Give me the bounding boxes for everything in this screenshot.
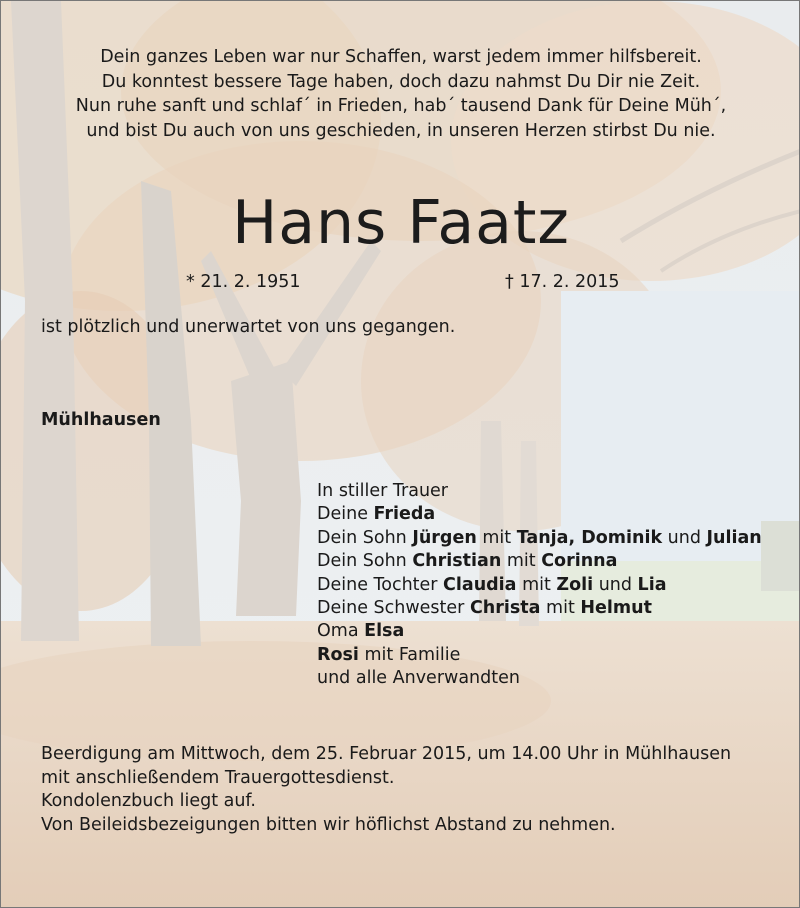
- condolence-request-note: Von Beileidsbezeigungen bitten wir höflichst Abstand zu nehmen.: [41, 814, 616, 835]
- mourner-name: Corinna: [541, 551, 618, 572]
- mourner-line: und alle Anverwandten: [317, 668, 520, 689]
- mourners-list: [317, 480, 762, 691]
- connector-text: mit: [476, 527, 517, 548]
- mourner-name: Claudia: [443, 574, 517, 595]
- relation-text: Dein Sohn: [317, 527, 413, 548]
- funeral-info-line: mit anschließendem Trauergottesdienst.: [41, 767, 395, 788]
- mourner-name: Lia: [637, 574, 667, 595]
- poem-line: Dein ganzes Leben war nur Schaffen, warst jedem immer hilfsbereit.: [100, 47, 702, 67]
- relation-text: Deine: [317, 504, 374, 525]
- birth-date: * 21. 2. 1951: [186, 272, 301, 292]
- mourner-name: Christian: [412, 551, 502, 572]
- relation-text: Deine Tochter: [317, 574, 444, 595]
- relation-text: Dein Sohn: [317, 551, 413, 572]
- mourner-line: [317, 574, 762, 597]
- poem-line: und bist Du auch von uns geschieden, in unseren Herzen stirbst Du nie.: [86, 120, 716, 141]
- relation-text: Oma: [317, 621, 365, 642]
- relation-text: mit Familie: [358, 644, 461, 665]
- condolence-book-note: Kondolenzbuch liegt auf.: [41, 791, 256, 811]
- mourner-name: Rosi: [317, 644, 359, 665]
- funeral-info-line: Beerdigung am Mittwoch, dem 25. Februar 2015, um 14.00 Uhr in Mühlhausen: [41, 744, 732, 764]
- death-date: † 17. 2. 2015: [505, 272, 620, 292]
- relation-text: Deine Schwester: [317, 598, 470, 619]
- mourner-line: [317, 503, 762, 526]
- place-name: Mühlhausen: [41, 410, 161, 430]
- mourner-name: Tanja, Dominik: [516, 527, 663, 548]
- mourner-line: [317, 644, 762, 667]
- mourner-name: Zoli: [556, 574, 594, 595]
- mourner-line: [317, 527, 762, 550]
- connector-text: mit: [540, 598, 581, 619]
- deceased-name: Hans Faatz: [232, 188, 570, 258]
- mourner-name: Elsa: [364, 621, 405, 642]
- mourner-line: [317, 597, 762, 620]
- connector-text: mit: [501, 551, 542, 572]
- mourner-name: Christa: [469, 598, 541, 619]
- poem-line: Nun ruhe sanft und schlaf´ in Frieden, hab´ tausend Dank für Deine Müh´,: [75, 96, 727, 116]
- connector-text: und: [662, 527, 707, 548]
- memorial-poem: [1, 45, 800, 143]
- announcement-text: ist plötzlich und unerwartet von uns gegangen.: [41, 317, 456, 337]
- poem-line: Du konntest bessere Tage haben, doch dazu nahmst Du Dir nie Zeit.: [101, 71, 701, 92]
- funeral-details: [41, 743, 731, 837]
- mourner-name: Julian: [706, 527, 762, 548]
- connector-text: und: [593, 574, 638, 595]
- mourner-line: [317, 620, 762, 643]
- mourner-name: Frieda: [373, 504, 436, 525]
- mourning-heading: In stiller Trauer: [317, 481, 448, 501]
- connector-text: mit: [516, 574, 557, 595]
- mourner-name: Jürgen: [412, 527, 477, 548]
- mourner-name: Helmut: [580, 598, 652, 619]
- mourner-line: [317, 550, 762, 573]
